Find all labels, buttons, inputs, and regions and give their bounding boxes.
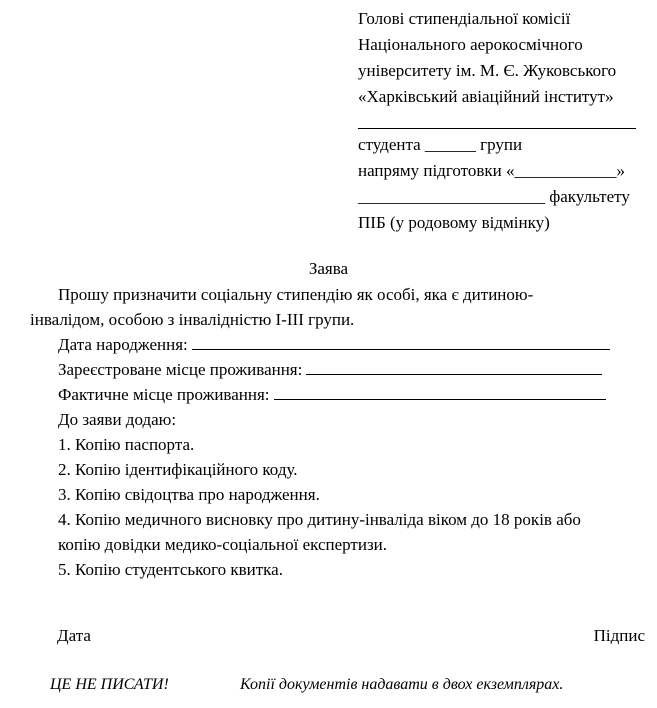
birth-date-row: [30, 332, 650, 357]
registered-address-label: Зареєстроване місце проживання:: [58, 360, 303, 379]
birth-date-blank: [192, 334, 610, 350]
direction-label: напряму підготовки «: [358, 161, 515, 180]
registered-address-blank: [306, 359, 602, 375]
name-label: ПІБ (у родовому відмінку): [358, 213, 550, 232]
addressee-line: Національного аерокосмічного: [358, 35, 583, 54]
attachment-item: 4. Копію медичного висновку про дитину-інваліда віком до 18 років або: [58, 510, 581, 529]
document-title: Заява: [308, 259, 349, 278]
faculty-label: факультету: [549, 187, 630, 206]
attachments-label: До заяви додаю:: [58, 410, 177, 429]
actual-address-blank: [274, 384, 606, 400]
request-line: Прошу призначити соціальну стипендію як особі, яка є дитиною-: [58, 285, 534, 304]
birth-date-label: Дата народження:: [58, 335, 188, 354]
attachment-item: 2. Копію ідентифікаційного коду.: [58, 460, 298, 479]
student-label: студента: [358, 135, 421, 154]
copies-note: Копії документів надавати в двох екземплярах.: [240, 676, 564, 693]
actual-address-row: [30, 382, 650, 407]
direction-line: [358, 158, 654, 184]
addressee-block: [358, 6, 654, 110]
date-label: Дата: [57, 626, 91, 645]
group-label: групи: [480, 135, 523, 154]
addressee-line: університету ім. М. Є. Жуковського: [358, 61, 617, 80]
applicant-name-blank: [358, 128, 636, 129]
student-group-line: [358, 132, 654, 158]
group-blank: ______: [424, 135, 476, 154]
direction-close: »: [616, 161, 625, 180]
footer-note: [50, 676, 650, 694]
request-line: інвалідом, особою з інвалідністю І-ІІІ групи.: [30, 310, 355, 329]
addressee-line: Голові стипендіальної комісії: [358, 9, 571, 28]
attachment-item: 3. Копію свідоцтва про народження.: [58, 485, 320, 504]
do-not-write-warning: ЦЕ НЕ ПИСАТИ!: [50, 676, 169, 693]
direction-blank: ____________: [514, 161, 617, 180]
registered-address-row: [30, 357, 650, 382]
attachment-item: 1. Копію паспорта.: [58, 435, 195, 454]
addressee-line: «Харківський авіаційний інститут»: [358, 87, 614, 106]
faculty-line: [358, 184, 654, 210]
attachment-item: копію довідки медико-соціальної експертизи.: [58, 535, 388, 554]
faculty-blank: ______________________: [358, 187, 545, 206]
attachment-item: 5. Копію студентського квитка.: [58, 560, 283, 579]
actual-address-label: Фактичне місце проживання:: [58, 385, 270, 404]
signature-label: Підпис: [593, 626, 645, 645]
application-body: [30, 282, 650, 582]
student-block: [358, 132, 654, 236]
